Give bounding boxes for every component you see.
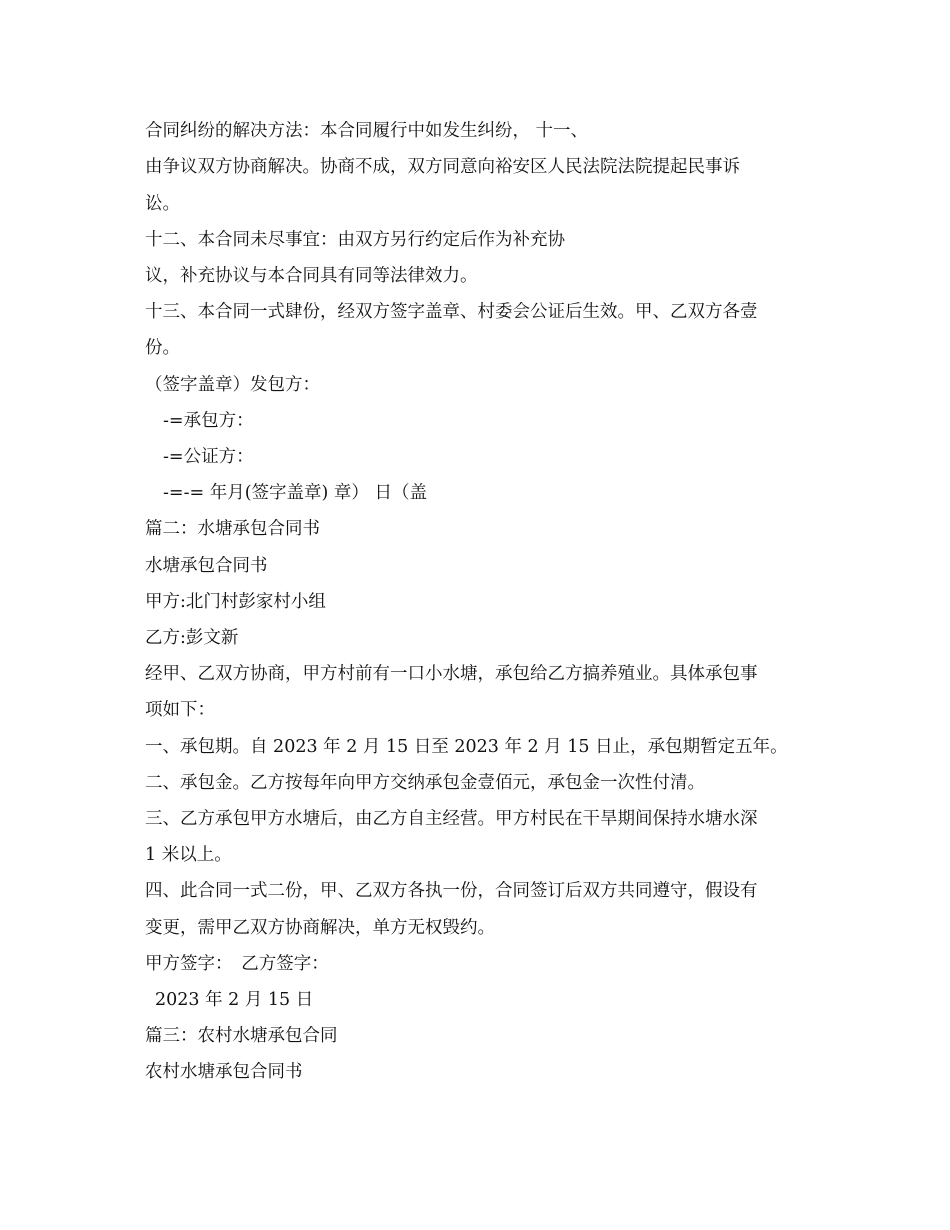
- text-line: 十二、本合同未尽事宜：由双方另行约定后作为补充协: [145, 230, 565, 250]
- clause-3: 三、乙方承包甲方水塘后，由乙方自主经营。甲方村民在干旱期间保持水塘水深: [145, 809, 758, 829]
- text-line: 1 米以上。: [145, 845, 232, 865]
- signature-line-date: -=-= 年月(签字盖章) 章） 日（盖: [163, 483, 427, 503]
- clause-2: 二、承包金。乙方按每年向甲方交纳承包金壹佰元，承包金一次性付清。: [145, 773, 705, 793]
- text-line: 合同纠纷的解决方法：本合同履行中如发生纠纷， 十一、: [145, 121, 589, 141]
- section-heading: 篇二：水塘承包合同书: [145, 519, 320, 539]
- clause-1: 一、承包期。自 2023 年 2 月 15 日至 2023 年 2 月 15 日止，承包期暂定五年。: [145, 737, 788, 757]
- document-title: 水塘承包合同书: [145, 556, 268, 576]
- text-line: 变更，需甲乙双方协商解决，单方无权毁约。: [145, 918, 495, 938]
- text-line: 十三、本合同一式肆份，经双方签字盖章、村委会公证后生效。甲、乙双方各壹: [145, 302, 758, 322]
- text-line: 份。: [145, 338, 180, 358]
- clause-4: 四、此合同一式二份，甲、乙双方各执一份，合同签订后双方共同遵守，假设有: [145, 881, 758, 901]
- signature-line-issuer: （签字盖章）发包方：: [145, 375, 320, 395]
- text-line: 项如下：: [145, 700, 215, 720]
- document-title: 农村水塘承包合同书: [145, 1062, 303, 1082]
- text-line: 讼。: [145, 194, 180, 214]
- party-a: 甲方:北门村彭家村小组: [145, 592, 326, 612]
- text-line: 议，补充协议与本合同具有同等法律效力。: [145, 266, 478, 286]
- text-line: 经甲、乙双方协商，甲方村前有一口小水塘，承包给乙方搞养殖业。具体承包事: [145, 664, 758, 684]
- party-b: 乙方:彭文新: [145, 628, 239, 648]
- signing-date: 2023 年 2 月 15 日: [155, 990, 314, 1010]
- signature-line-contractor: -=承包方：: [163, 411, 254, 431]
- signatures: 甲方签字： 乙方签字：: [145, 954, 329, 974]
- section-heading: 篇三：农村水塘承包合同: [145, 1026, 338, 1046]
- signature-line-notary: -=公证方：: [163, 447, 254, 467]
- text-line: 由争议双方协商解决。协商不成，双方同意向裕安区人民法院法院提起民事诉: [145, 157, 740, 177]
